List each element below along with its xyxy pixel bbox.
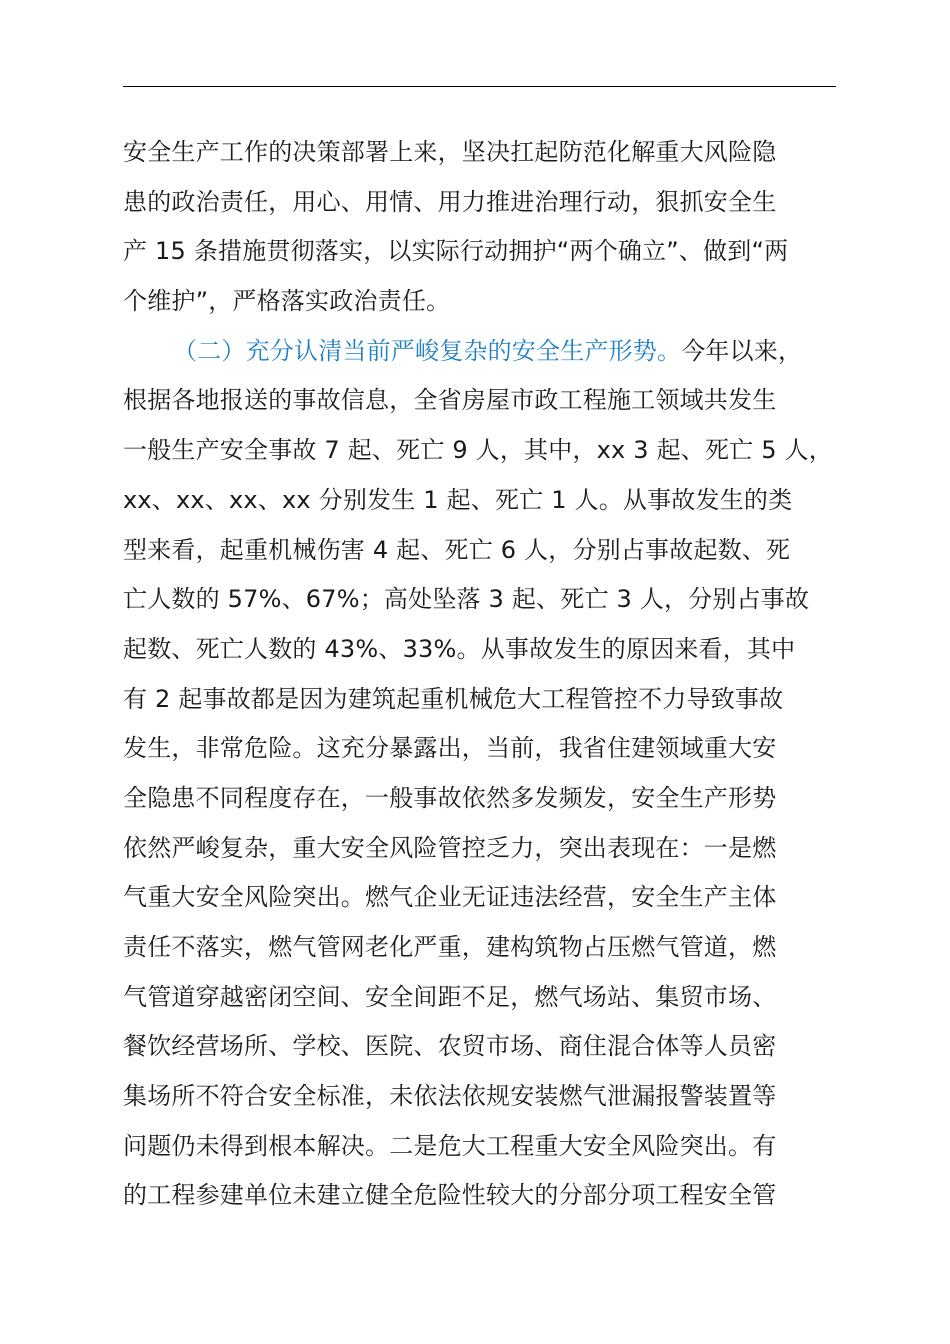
text-line: 型来看，起重机械伤害 4 起、死亡 6 人，分别占事故起数、死 — [123, 535, 791, 564]
section-2-first-line — [123, 327, 860, 377]
section-heading: （二）充分认清当前严峻复杂的安全生产形势。 — [173, 336, 682, 365]
text-line: 气管道穿越密闭空间、安全间距不足，燃气场站、集贸市场、 — [123, 982, 777, 1011]
text-line: 集场所不符合安全标准，未依法依规安装燃气泄漏报警装置等 — [123, 1082, 777, 1111]
text-line: 有 2 起事故都是因为建筑起重机械危大工程管控不力导致事故 — [123, 684, 784, 713]
text-line: xx、xx、xx、xx 分别发生 1 起、死亡 1 人。从事故发生的类 — [123, 485, 793, 514]
header-rule — [123, 86, 836, 87]
text-line: 个维护”，严格落实政治责任。 — [123, 287, 451, 316]
text-line: 根据各地报送的事故信息，全省房屋市政工程施工领域共发生 — [123, 386, 777, 415]
text-line: 亡人数的 57%、67%；高处坠落 3 起、死亡 3 人，分别占事故 — [123, 585, 810, 614]
text-line: 问题仍未得到根本解决。二是危大工程重大安全风险突出。有 — [123, 1131, 777, 1160]
text-line: 产 15 条措施贯彻落实，以实际行动拥护“两个确立”、做到“两 — [123, 237, 789, 266]
text-line: 安全生产工作的决策部署上来，坚决扛起防范化解重大风险隐 — [123, 138, 777, 166]
text-line: 责任不落实，燃气管网老化严重，建构筑物占压燃气管道，燃 — [123, 933, 777, 961]
text-line: 全隐患不同程度存在，一般事故依然多发频发，安全生产形势 — [123, 783, 777, 812]
section-2 — [123, 327, 860, 1221]
text-line: 起数、死亡人数的 43%、33%。从事故发生的原因来看，其中 — [123, 634, 796, 663]
text-line: 发生，非常危险。这充分暴露出，当前，我省住建领域重大安 — [123, 734, 777, 763]
section-text-start: 今年以来， — [681, 336, 803, 365]
text-line: 一般生产安全事故 7 起、死亡 9 人，其中，xx 3 起、死亡 5 人， — [123, 436, 833, 465]
text-line: 患的政治责任，用心、用情、用力推进治理行动，狠抓安全生 — [123, 187, 777, 216]
text-line: 的工程参建单位未建立健全危险性较大的分部分项工程安全管 — [123, 1181, 777, 1210]
text-line: 依然严峻复杂，重大安全风险管控乏力，突出表现在：一是燃 — [123, 833, 777, 862]
document-body — [123, 128, 860, 1221]
paragraph-1 — [123, 128, 860, 327]
text-line: 气重大安全风险突出。燃气企业无证违法经营，安全生产主体 — [123, 883, 777, 912]
text-line: 餐饮经营场所、学校、医院、农贸市场、商住混合体等人员密 — [123, 1032, 777, 1061]
